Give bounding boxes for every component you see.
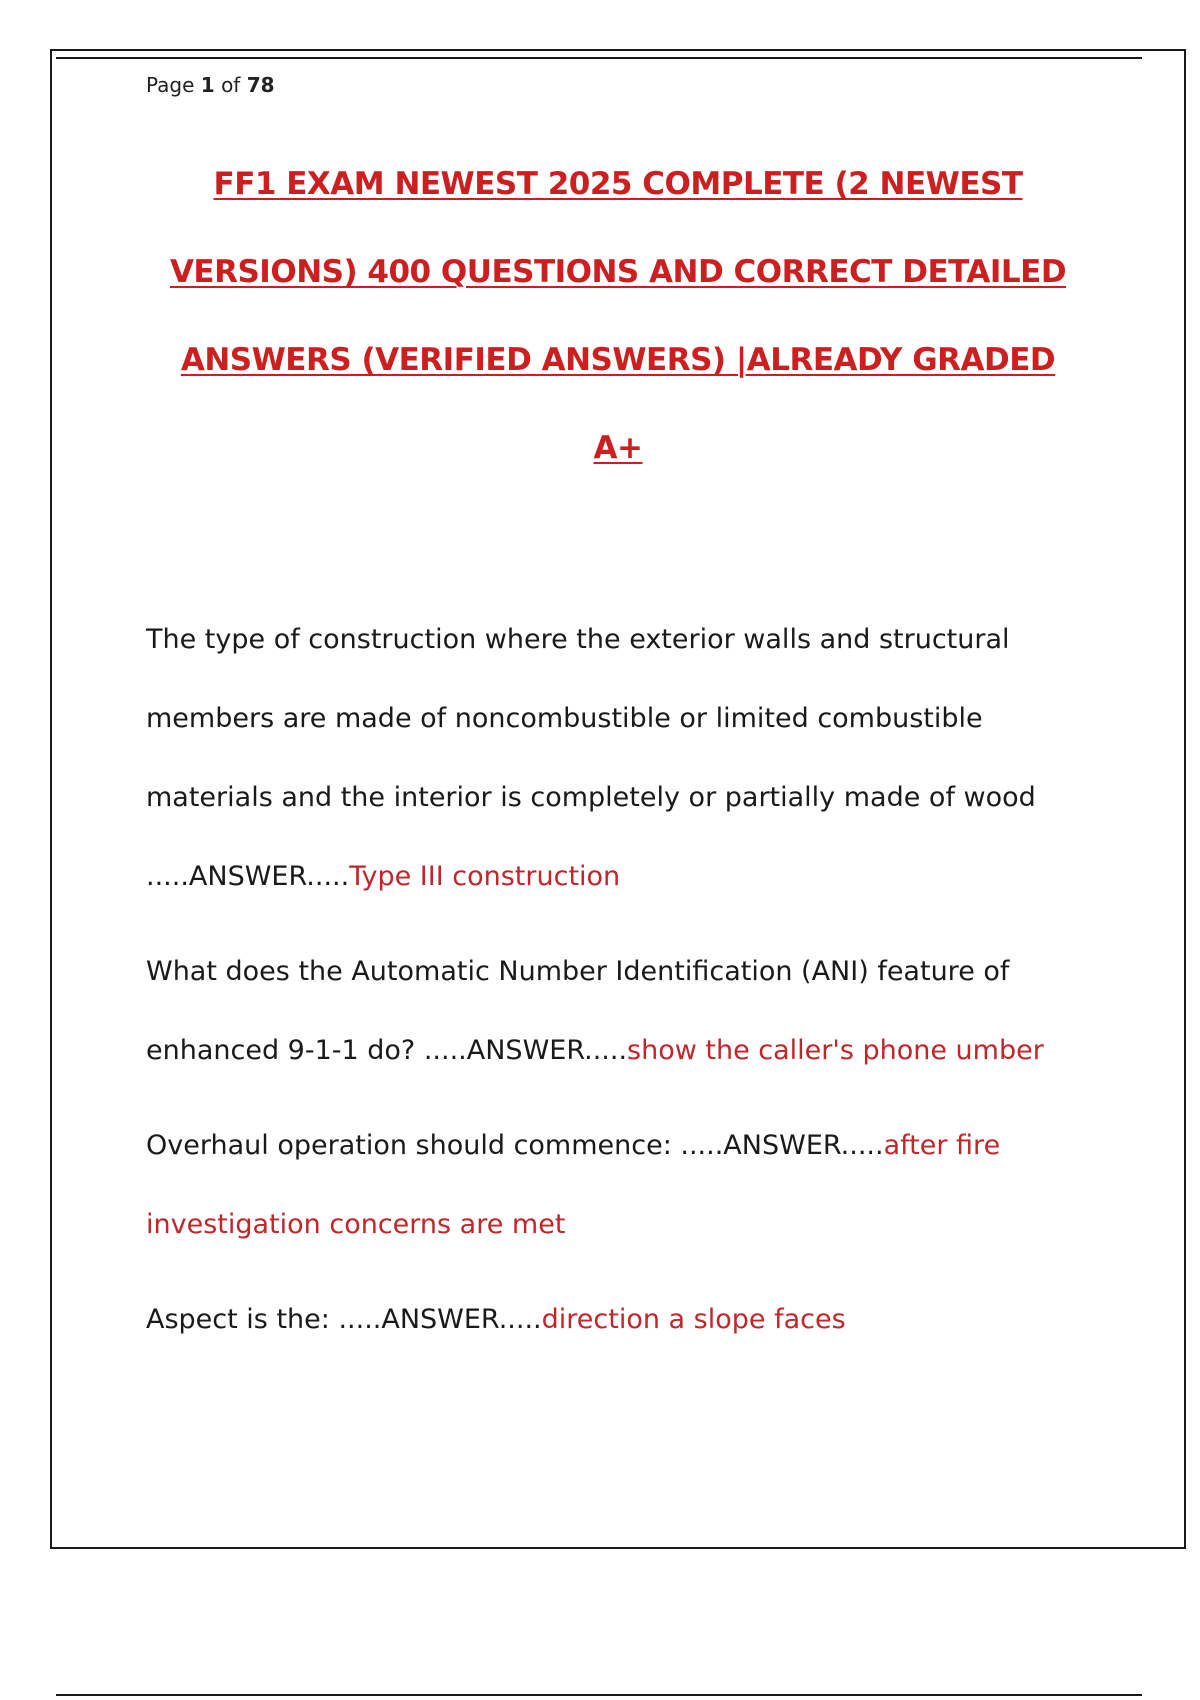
title-line-3: ANSWERS (VERIFIED ANSWERS) |ALREADY GRADED [180, 342, 1056, 378]
title-line-4: A+ [593, 430, 643, 466]
qa-list [146, 600, 1106, 1375]
page-number [146, 73, 275, 97]
question-text: What does the Automatic Number Identification (ANI) feature of enhanced 9-1-1 do? .....ANSWER..... [146, 956, 1010, 1066]
qa-item [146, 1106, 1106, 1264]
header-rule [56, 57, 1142, 59]
answer-text: direction a slope faces [541, 1304, 846, 1335]
qa-item [146, 932, 1106, 1090]
document-title [120, 140, 1116, 492]
qa-item [146, 1280, 1106, 1359]
title-line-2: VERSIONS) 400 QUESTIONS AND CORRECT DETAILED [169, 254, 1067, 290]
question-text: Aspect is the: .....ANSWER..... [146, 1304, 542, 1335]
question-text: The type of construction where the exterior walls and structural members are made of noncombustible or limited combustible materials and the interior is completely or partially made of wood .....ANSWER..... [146, 624, 1036, 892]
title-line-1: FF1 EXAM NEWEST 2025 COMPLETE (2 NEWEST [213, 166, 1023, 202]
page-total: 78 [246, 73, 275, 97]
answer-text: show the caller's phone umber [627, 1035, 1044, 1066]
answer-text: Type III construction [349, 861, 621, 892]
answer-text: after fire investigation concerns are met [146, 1130, 1001, 1240]
question-text: Overhaul operation should commence: .....ANSWER..... [146, 1130, 884, 1161]
page-of-label: of [221, 73, 241, 97]
footer-rule [56, 1694, 1142, 1696]
page-current: 1 [200, 73, 215, 97]
qa-item [146, 600, 1106, 916]
page-label: Page [146, 73, 195, 97]
